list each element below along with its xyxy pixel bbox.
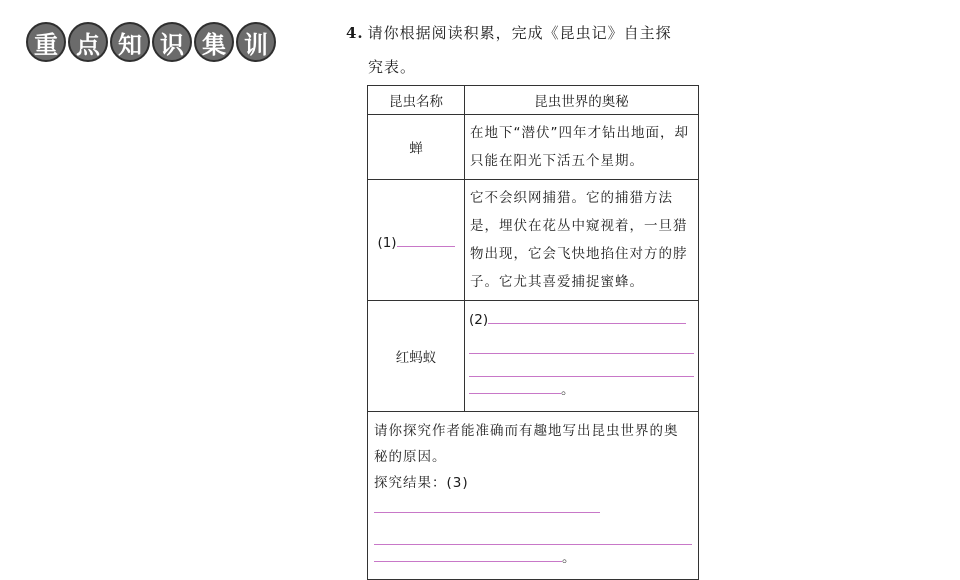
inquiry-cell: [368, 412, 699, 580]
answer-blank-2a[interactable]: [488, 307, 686, 324]
answer-blank-2c[interactable]: [469, 354, 694, 377]
answer-blank-2d[interactable]: [469, 377, 561, 394]
question-text-line1: 请你根据阅读积累，完成《昆虫记》自主探: [367, 24, 672, 42]
table-row: [368, 412, 699, 580]
banner-char: 训: [236, 22, 276, 62]
table-header-row: [368, 86, 699, 115]
answer-label-2: (2): [469, 312, 489, 328]
answer-label-1: (1): [377, 234, 397, 251]
question-text-line2: 究表。: [368, 58, 417, 76]
insect-name-cicada: 蝉: [368, 115, 465, 180]
banner-char: 知: [110, 22, 150, 62]
header-insect-secret: 昆虫世界的奥秘: [465, 86, 699, 115]
answer-cell-1: [368, 180, 465, 301]
question-number: 4.: [346, 24, 364, 42]
inquiry-result-label: 探究结果：(3): [374, 475, 469, 491]
banner-char: 点: [68, 22, 108, 62]
banner-char: 识: [152, 22, 192, 62]
inquiry-prompt: 请你探究作者能准确而有趣地写出昆虫世界的奥秘的原因。: [374, 423, 679, 465]
answer-end-2: 。: [561, 382, 575, 398]
banner-char: 重: [26, 22, 66, 62]
answer-blank-3b[interactable]: [374, 522, 692, 545]
section-banner: [26, 22, 276, 62]
banner-char: 集: [194, 22, 234, 62]
answer-blank-2b[interactable]: [469, 331, 694, 354]
table-row: [368, 301, 699, 412]
insect-desc-cicada: 在地下“潜伏”四年才钻出地面，却只能在阳光下活五个星期。: [465, 115, 699, 180]
question-prompt: [346, 14, 726, 86]
answer-blank-3c[interactable]: [374, 545, 562, 562]
answer-end-3: 。: [562, 550, 577, 566]
answer-blank-3a[interactable]: [374, 496, 600, 513]
answer-cell-2: [465, 301, 699, 412]
table-row: [368, 180, 699, 301]
insect-desc-unknown: 它不会织网捕猎。它的捕猎方法是，埋伏在花丛中窥视着，一旦猎物出现，它会飞快地掐住对方的脖子。它尤其喜爱捕捉蜜蜂。: [465, 180, 699, 301]
insect-name-red-ant: 红蚂蚁: [368, 301, 465, 412]
header-insect-name: 昆虫名称: [368, 86, 465, 115]
table-row: [368, 115, 699, 180]
inquiry-table: [367, 85, 699, 580]
answer-blank-1[interactable]: [397, 230, 455, 247]
